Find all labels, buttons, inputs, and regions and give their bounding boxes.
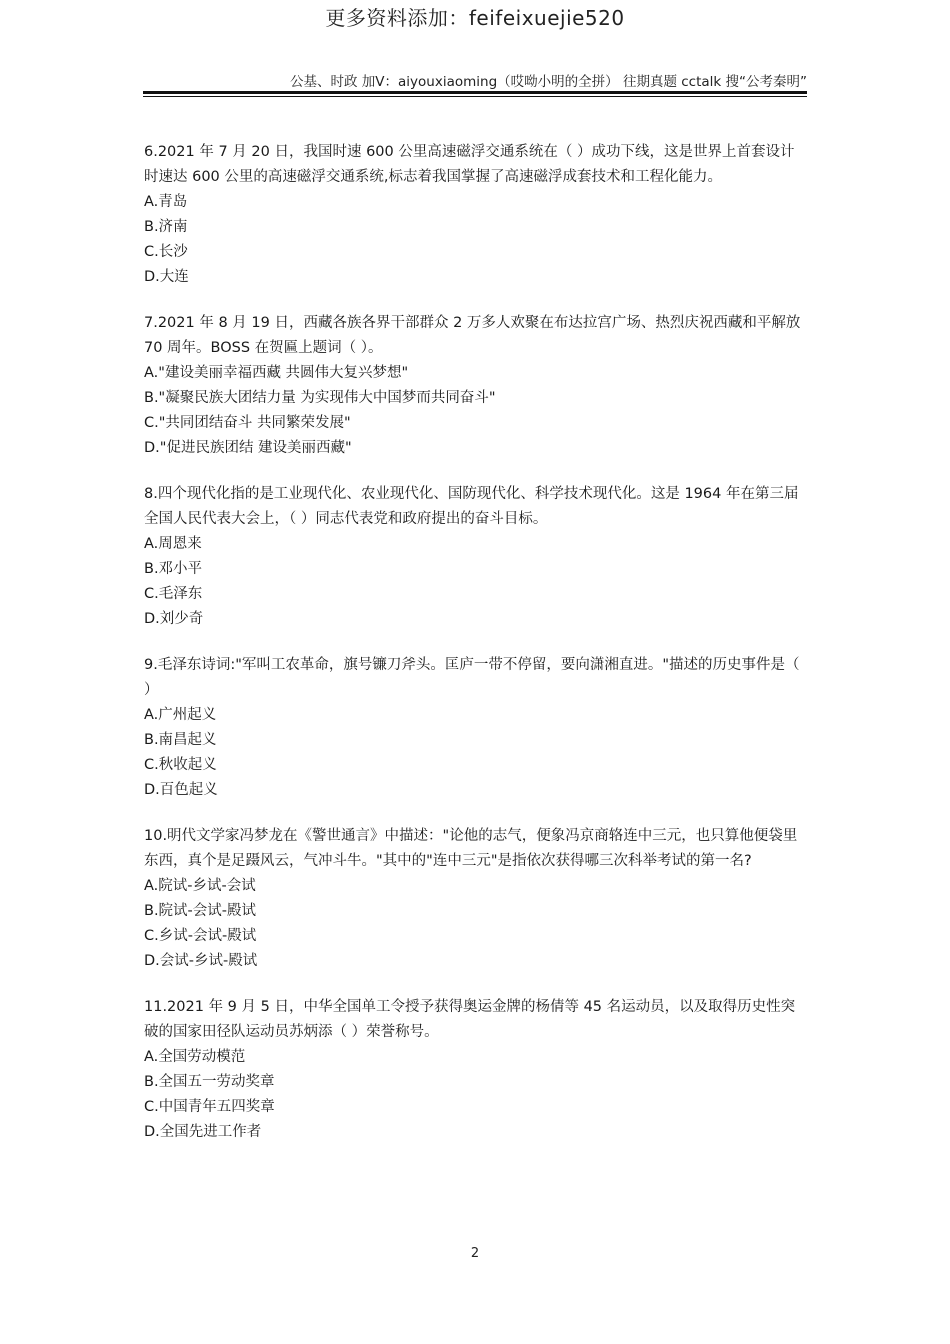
question-10 (144, 824, 808, 974)
option-b: B.邓小平 (144, 561, 203, 577)
question-6 (144, 140, 808, 290)
question-text: 9.毛泽东诗词:"军叫工农革命，旗号镰刀斧头。匡庐一带不停留，要向潇湘直进。"描述的历史事件是（ ） (144, 657, 800, 698)
option-b: B.济南 (144, 219, 188, 235)
question-8 (144, 482, 808, 632)
option-c: C."共同团结奋斗 共同繁荣发展" (144, 415, 351, 431)
question-list (144, 140, 808, 1166)
option-a: A.青岛 (144, 194, 188, 210)
option-a: A.院试-乡试-会试 (144, 878, 256, 894)
option-b: B.南昌起义 (144, 732, 217, 748)
option-a: A.全国劳动模范 (144, 1049, 246, 1065)
top-banner: 更多资料添加：feifeixuejie520 (325, 6, 625, 30)
question-text: 11.2021 年 9 月 5 日，中华全国单工令授予获得奥运金牌的杨倩等 45 名运动员，以及取得历史性突破的国家田径队运动员苏炳添（ ）荣誉称号。 (144, 999, 796, 1040)
page-header: 公基、时政 加V：aiyouxiaoming（哎呦小明的全拼） 往期真题 cctalk 搜“公考秦明” (290, 74, 807, 90)
option-c: C.乡试-会试-殿试 (144, 928, 257, 944)
option-d: D.会试-乡试-殿试 (144, 953, 258, 969)
option-b: B.院试-会试-殿试 (144, 903, 257, 919)
header-rule-thick (143, 91, 807, 94)
option-a: A.广州起义 (144, 707, 217, 723)
question-text: 8.四个现代化指的是工业现代化、农业现代化、国防现代化、科学技术现代化。这是 1964 年在第三届全国人民代表大会上，（ ）同志代表党和政府提出的奋斗目标。 (144, 486, 799, 527)
option-d: D.刘少奇 (144, 611, 204, 627)
page-number: 2 (470, 1246, 480, 1261)
option-c: C.中国青年五四奖章 (144, 1099, 275, 1115)
option-c: C.长沙 (144, 244, 188, 260)
question-7 (144, 311, 808, 461)
option-a: A.周恩来 (144, 536, 202, 552)
question-11 (144, 995, 808, 1145)
option-d: D.大连 (144, 269, 189, 285)
question-9 (144, 653, 808, 803)
option-c: C.毛泽东 (144, 586, 203, 602)
question-text: 6.2021 年 7 月 20 日，我国时速 600 公里高速磁浮交通系统在（ ）成功下线，这是世界上首套设计时速达 600 公里的高速磁浮交通系统,标志着我国掌握了高速磁浮成套技术和工程化能力。 (144, 144, 795, 185)
option-d: D.全国先进工作者 (144, 1124, 262, 1140)
option-b: B."凝聚民族大团结力量 为实现伟大中国梦而共同奋斗" (144, 390, 496, 406)
option-b: B.全国五一劳动奖章 (144, 1074, 275, 1090)
option-d: D.百色起义 (144, 782, 218, 798)
option-c: C.秋收起义 (144, 757, 217, 773)
question-text: 10.明代文学家冯梦龙在《警世通言》中描述："论他的志气，便象冯京商辂连中三元，也只算他便袋里东西，真个是足蹑风云，气冲斗牛。"其中的"连中三元"是指依次获得哪三次科举考试的第一名? (144, 828, 798, 869)
option-d: D."促进民族团结 建设美丽西藏" (144, 440, 352, 456)
option-a: A."建设美丽幸福西藏 共圆伟大复兴梦想" (144, 365, 409, 381)
question-text: 7.2021 年 8 月 19 日，西藏各族各界干部群众 2 万多人欢聚在布达拉宫广场、热烈庆祝西藏和平解放 70 周年。BOSS 在贺匾上题词（ ）。 (144, 315, 801, 356)
header-rule-thin (143, 96, 807, 97)
